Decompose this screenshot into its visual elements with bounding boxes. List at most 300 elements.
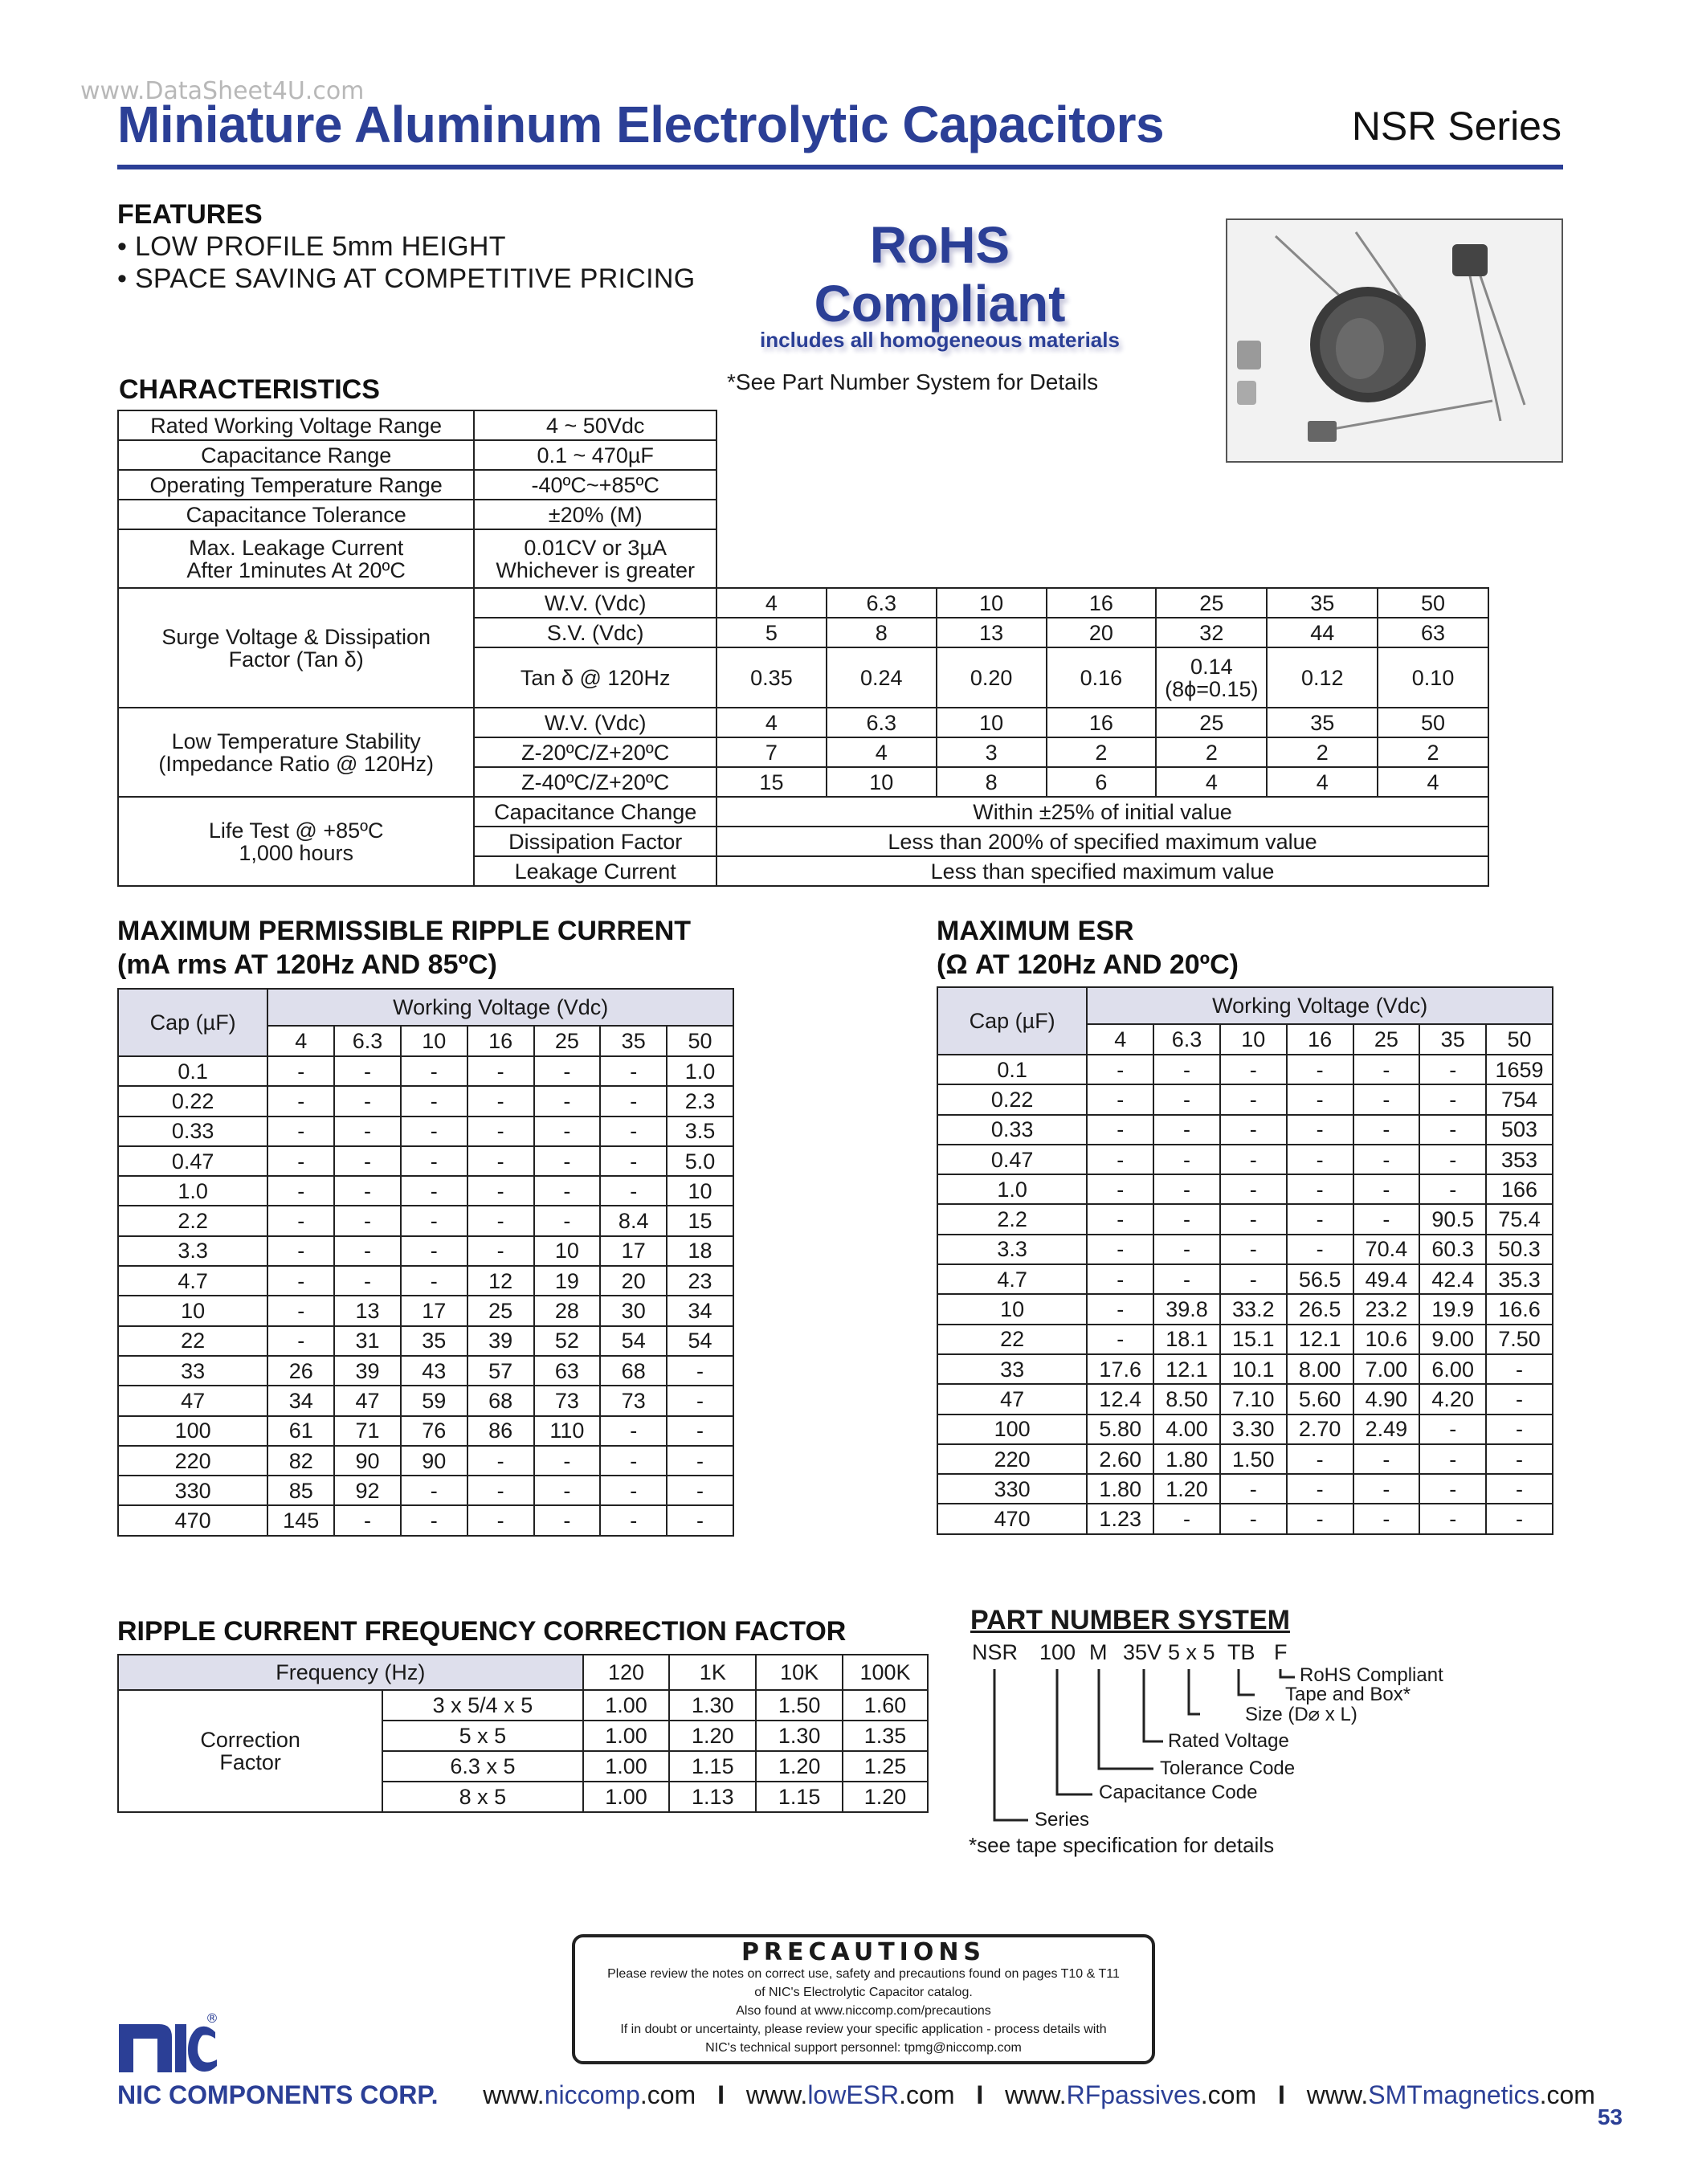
table-cell: 353 [1486, 1145, 1553, 1174]
table-cell: 35 [401, 1326, 467, 1356]
table-cell: 22 [118, 1326, 267, 1356]
table-cell: Z-20ºC/Z+20ºC [474, 737, 716, 767]
table-cell: 4 [716, 708, 827, 737]
table-cell: 31 [334, 1326, 401, 1356]
table-cell: 86 [467, 1416, 534, 1446]
table-cell: - [1153, 1504, 1220, 1533]
table-row [937, 1204, 1553, 1234]
esr-heading: MAXIMUM ESR (Ω AT 120Hz AND 20ºC) [937, 916, 1239, 980]
table-cell: 75.4 [1486, 1204, 1553, 1234]
table-cell: 220 [937, 1444, 1087, 1474]
table-row [937, 1414, 1553, 1444]
table-cell: - [401, 1236, 467, 1266]
table-cell: - [1220, 1055, 1287, 1084]
table-cell: 23 [667, 1266, 733, 1296]
table-cell: 2.60 [1087, 1444, 1153, 1474]
table-cell: - [1353, 1174, 1420, 1204]
table-cell: 17 [600, 1236, 667, 1266]
table-cell: - [534, 1505, 601, 1535]
table-cell: 52 [534, 1326, 601, 1356]
table-cell: - [1220, 1204, 1287, 1234]
table-cell: - [534, 1176, 601, 1206]
table-cell: - [1220, 1084, 1287, 1114]
table-cell: 3.3 [937, 1235, 1087, 1264]
table-cell: 5.60 [1287, 1384, 1353, 1414]
table-cell: 15 [716, 767, 827, 797]
separator: I [1277, 2080, 1285, 2109]
voltage-column-header: 35 [600, 1026, 667, 1056]
table-row [937, 1474, 1553, 1504]
lowtemp-label: Low Temperature Stability (Impedance Ratio @ 120Hz) [118, 708, 474, 797]
table-row [118, 1176, 733, 1206]
table-row [937, 1325, 1553, 1354]
table-cell: - [1153, 1115, 1220, 1145]
ripple-heading: MAXIMUM PERMISSIBLE RIPPLE CURRENT (mA rms AT 120Hz AND 85ºC) [117, 916, 692, 980]
table-cell: - [1287, 1145, 1353, 1174]
table-cell: 19.9 [1419, 1294, 1486, 1324]
table-cell: 0.1 [118, 1056, 267, 1086]
table-cell: 1.13 [669, 1782, 756, 1812]
table-cell: - [401, 1086, 467, 1116]
table-cell: - [600, 1116, 667, 1146]
table-row [118, 1086, 733, 1116]
table-cell: 54 [667, 1326, 733, 1356]
table-cell: 73 [600, 1386, 667, 1415]
table-cell: - [1287, 1204, 1353, 1234]
char-value: 0.1 ~ 470µF [474, 440, 716, 470]
voltage-header: Working Voltage (Vdc) [267, 989, 733, 1026]
char-label: Operating Temperature Range [118, 470, 474, 500]
table-cell: - [267, 1116, 334, 1146]
pn-code: 100 [1039, 1640, 1076, 1664]
table-cell: - [1419, 1145, 1486, 1174]
char-label: Max. Leakage Current After 1minutes At 20ºC [118, 529, 474, 588]
table-cell: 0.22 [118, 1086, 267, 1116]
table-cell: 39 [467, 1326, 534, 1356]
part-number-diagram [964, 1637, 1526, 1862]
table-cell: 10 [937, 708, 1047, 737]
table-cell: - [1419, 1474, 1486, 1504]
table-cell: - [1220, 1474, 1287, 1504]
pn-label: Series [1035, 1809, 1090, 1831]
voltage-column-header: 35 [1419, 1024, 1486, 1055]
pn-label: Tape and Box* [1285, 1684, 1411, 1705]
table-cell: - [600, 1146, 667, 1176]
table-cell: 47 [937, 1384, 1087, 1414]
cap-header: Cap (µF) [118, 989, 267, 1056]
table-cell: - [1153, 1145, 1220, 1174]
table-cell: 76 [401, 1416, 467, 1446]
nic-logo [119, 2013, 223, 2077]
precautions-box: PRECAUTIONS Please review the notes on correct use, safety and precautions found on pages T10 & T11 of NIC's Electrolytic Capacitor catalog. Also found at www.niccomp.com/precautions If in doubt or uncertainty, please review your specific application - process details with NIC's technical support personnel: tpmg@niccomp.com [572, 1934, 1155, 2064]
table-row [937, 1115, 1553, 1145]
table-cell: 5 [716, 618, 827, 647]
table-cell: - [467, 1206, 534, 1235]
table-row [937, 1444, 1553, 1474]
table-cell: - [1287, 1474, 1353, 1504]
table-cell: 15.1 [1220, 1325, 1287, 1354]
table-cell: 4.90 [1353, 1384, 1420, 1414]
page-number: 53 [1597, 2104, 1623, 2129]
table-cell: 50 [1378, 708, 1488, 737]
table-cell: 25 [1156, 708, 1267, 737]
table-cell: - [1220, 1145, 1287, 1174]
footer-link[interactable]: www.RFpassives.com [1005, 2080, 1257, 2109]
table-cell: 68 [467, 1386, 534, 1415]
table-cell: - [267, 1206, 334, 1235]
table-cell: 59 [401, 1386, 467, 1415]
table-cell: 39 [334, 1356, 401, 1386]
table-row [118, 1266, 733, 1296]
frequency-column-header: 120 [583, 1655, 670, 1690]
voltage-column-header: 6.3 [334, 1026, 401, 1056]
table-cell: 0.33 [937, 1115, 1087, 1145]
rohs-badge [723, 217, 1157, 352]
cap-header: Cap (µF) [937, 987, 1087, 1055]
table-cell: 8 x 5 [382, 1782, 582, 1812]
footer-link[interactable]: www.lowESR.com [745, 2080, 955, 2109]
table-row [937, 1384, 1553, 1414]
table-row [118, 1446, 733, 1476]
table-cell: - [401, 1146, 467, 1176]
frequency-column-header: 10K [756, 1655, 843, 1690]
table-cell: 145 [267, 1505, 334, 1535]
table-cell: Tan δ @ 120Hz [474, 647, 716, 708]
surge-label: Surge Voltage & Dissipation Factor (Tan δ) [118, 588, 474, 708]
table-cell: - [1486, 1474, 1553, 1504]
pn-code: F [1274, 1640, 1288, 1664]
table-cell: - [600, 1505, 667, 1535]
table-cell: 68 [600, 1356, 667, 1386]
table-cell: 8.4 [600, 1206, 667, 1235]
table-cell: - [1353, 1474, 1420, 1504]
table-cell: 39.8 [1153, 1294, 1220, 1324]
table-cell: 0.33 [118, 1116, 267, 1146]
table-cell: 1.50 [1220, 1444, 1287, 1474]
life-label: Life Test @ +85ºC 1,000 hours [118, 797, 474, 886]
table-cell: 100 [937, 1414, 1087, 1444]
table-cell: - [467, 1176, 534, 1206]
table-cell: - [1419, 1174, 1486, 1204]
table-cell: 44 [1267, 618, 1378, 647]
table-cell: 35 [1267, 708, 1378, 737]
table-cell: 18 [667, 1236, 733, 1266]
table-cell: 4 [827, 737, 937, 767]
table-cell: 0.47 [937, 1145, 1087, 1174]
table-cell: W.V. (Vdc) [474, 588, 716, 618]
table-cell: - [1486, 1444, 1553, 1474]
table-cell: 2.2 [937, 1204, 1087, 1234]
table-cell: 33.2 [1220, 1294, 1287, 1324]
correction-heading: RIPPLE CURRENT FREQUENCY CORRECTION FACTOR [117, 1616, 847, 1647]
table-cell: 1.20 [843, 1782, 928, 1812]
table-cell: 33 [937, 1354, 1087, 1384]
table-cell: 90 [334, 1446, 401, 1476]
table-cell: 0.12 [1267, 647, 1378, 708]
table-cell: - [267, 1266, 334, 1296]
table-cell: - [334, 1266, 401, 1296]
table-cell: 7.10 [1220, 1384, 1287, 1414]
table-cell: - [1419, 1055, 1486, 1084]
table-cell: - [1087, 1294, 1153, 1324]
table-cell: 49.4 [1353, 1264, 1420, 1294]
table-cell: 22 [937, 1325, 1087, 1354]
table-cell: - [267, 1056, 334, 1086]
pn-code: NSR [972, 1640, 1019, 1664]
table-cell: 10 [534, 1236, 601, 1266]
table-cell: 503 [1486, 1115, 1553, 1145]
table-cell: 17.6 [1087, 1354, 1153, 1384]
table-cell: - [600, 1476, 667, 1505]
table-cell: - [1419, 1414, 1486, 1444]
table-cell: - [467, 1446, 534, 1476]
table-cell: - [667, 1416, 733, 1446]
char-label: Rated Working Voltage Range [118, 410, 474, 440]
voltage-column-header: 50 [667, 1026, 733, 1056]
table-cell: 12.4 [1087, 1384, 1153, 1414]
table-cell: 100 [118, 1416, 267, 1446]
table-cell: - [334, 1086, 401, 1116]
pn-label: Size (D⌀ x L) [1245, 1704, 1357, 1725]
table-cell: 20 [1047, 618, 1157, 647]
voltage-column-header: 4 [267, 1026, 334, 1056]
table-cell: - [600, 1416, 667, 1446]
table-cell: 3 x 5/4 x 5 [382, 1690, 582, 1721]
table-cell: 1.30 [756, 1721, 843, 1751]
table-cell: 71 [334, 1416, 401, 1446]
table-cell: 35.3 [1486, 1264, 1553, 1294]
page-title: Miniature Aluminum Electrolytic Capacitors [117, 96, 1165, 153]
table-cell: 0.14 (8ϕ=0.15) [1156, 647, 1267, 708]
voltage-column-header: 6.3 [1153, 1024, 1220, 1055]
char-value: 4 ~ 50Vdc [474, 410, 716, 440]
voltage-column-header: 10 [1220, 1024, 1287, 1055]
series-name: NSR Series [1351, 104, 1562, 149]
table-cell: - [1153, 1264, 1220, 1294]
table-cell: 26.5 [1287, 1294, 1353, 1324]
table-cell: 10.6 [1353, 1325, 1420, 1354]
table-cell: 73 [534, 1386, 601, 1415]
table-cell: 6 [1047, 767, 1157, 797]
watermark: www.DataSheet4U.com [80, 77, 365, 105]
table-cell: 6.3 [827, 708, 937, 737]
table-cell: 1.15 [669, 1751, 756, 1782]
table-cell: 10 [118, 1296, 267, 1325]
table-cell: 16 [1047, 588, 1157, 618]
table-cell: - [1486, 1414, 1553, 1444]
table-cell: Leakage Current [474, 856, 716, 886]
table-cell [716, 500, 1488, 529]
table-cell: - [1087, 1115, 1153, 1145]
table-cell: 10 [937, 1294, 1087, 1324]
table-cell: - [1153, 1204, 1220, 1234]
char-value: -40ºC~+85ºC [474, 470, 716, 500]
table-cell: 20 [600, 1266, 667, 1296]
table-cell: 5.0 [667, 1146, 733, 1176]
table-cell: - [1353, 1204, 1420, 1234]
table-cell: 2 [1267, 737, 1378, 767]
table-cell: 2.70 [1287, 1414, 1353, 1444]
voltage-column-header: 50 [1486, 1024, 1553, 1055]
characteristics-table [117, 410, 1489, 887]
table-cell: 18.1 [1153, 1325, 1220, 1354]
table-cell: 0.35 [716, 647, 827, 708]
table-cell: 10.1 [1220, 1354, 1287, 1384]
table-cell: 12 [467, 1266, 534, 1296]
table-row [937, 1084, 1553, 1114]
table-cell: - [1287, 1174, 1353, 1204]
table-row [118, 1505, 733, 1535]
table-cell: 42.4 [1419, 1264, 1486, 1294]
table-cell: 2 [1156, 737, 1267, 767]
table-row [937, 1264, 1553, 1294]
table-cell: - [667, 1356, 733, 1386]
table-cell: 3.5 [667, 1116, 733, 1146]
table-cell: - [1220, 1235, 1287, 1264]
table-cell: - [1153, 1235, 1220, 1264]
table-cell: 35 [1267, 588, 1378, 618]
footer-link[interactable]: www.niccomp.com [483, 2080, 696, 2109]
table-cell: - [1353, 1055, 1420, 1084]
table-row [118, 1296, 733, 1325]
table-cell: - [534, 1056, 601, 1086]
table-cell: - [334, 1505, 401, 1535]
header-rule [117, 165, 1563, 169]
table-cell: - [1087, 1055, 1153, 1084]
table-row [118, 1146, 733, 1176]
table-row [118, 1116, 733, 1146]
table-cell: 63 [1378, 618, 1488, 647]
table-cell: - [600, 1176, 667, 1206]
table-cell: - [534, 1446, 601, 1476]
corp-name: NIC COMPONENTS CORP. [117, 2080, 439, 2109]
table-cell: - [1353, 1115, 1420, 1145]
table-row [118, 1056, 733, 1086]
table-cell: 60.3 [1419, 1235, 1486, 1264]
table-cell: 166 [1486, 1174, 1553, 1204]
table-cell: 0.16 [1047, 647, 1157, 708]
table-cell: 2 [1378, 737, 1488, 767]
correction-label: Correction Factor [118, 1690, 382, 1812]
table-cell: 1.00 [583, 1690, 670, 1721]
table-cell: - [1287, 1115, 1353, 1145]
table-cell: 1.50 [756, 1690, 843, 1721]
table-cell: - [401, 1266, 467, 1296]
table-cell: 54 [600, 1326, 667, 1356]
table-cell: - [1087, 1174, 1153, 1204]
table-cell: 15 [667, 1206, 733, 1235]
table-cell: 19 [534, 1266, 601, 1296]
footer-link[interactable]: www.SMTmagnetics.com [1306, 2080, 1595, 2109]
table-cell: - [334, 1206, 401, 1235]
table-cell: - [1153, 1174, 1220, 1204]
table-cell: 330 [118, 1476, 267, 1505]
table-row [118, 1326, 733, 1356]
table-cell: 1.00 [583, 1721, 670, 1751]
table-cell: - [1353, 1504, 1420, 1533]
table-cell: 1.20 [756, 1751, 843, 1782]
table-cell: - [1353, 1084, 1420, 1114]
rohs-note: *See Part Number System for Details [727, 369, 1099, 394]
table-cell: - [334, 1056, 401, 1086]
table-cell: - [467, 1086, 534, 1116]
table-cell: 754 [1486, 1084, 1553, 1114]
table-row [118, 1416, 733, 1446]
pn-label: Tolerance Code [1160, 1757, 1296, 1779]
table-cell: - [467, 1476, 534, 1505]
table-cell: - [401, 1476, 467, 1505]
table-cell: - [467, 1056, 534, 1086]
table-cell: - [334, 1116, 401, 1146]
table-cell: - [667, 1476, 733, 1505]
table-cell: 1.80 [1087, 1474, 1153, 1504]
pn-code: 5 x 5 [1168, 1640, 1215, 1664]
table-cell: 25 [1156, 588, 1267, 618]
table-cell: Less than 200% of specified maximum value [716, 827, 1488, 856]
table-cell: 1.0 [937, 1174, 1087, 1204]
voltage-column-header: 16 [1287, 1024, 1353, 1055]
table-cell: 7.00 [1353, 1354, 1420, 1384]
table-cell: - [1287, 1084, 1353, 1114]
table-cell: 4.00 [1153, 1414, 1220, 1444]
table-cell: - [1220, 1115, 1287, 1145]
table-cell: - [1419, 1115, 1486, 1145]
table-cell: - [334, 1176, 401, 1206]
table-cell: 33 [118, 1356, 267, 1386]
table-cell: 5 x 5 [382, 1721, 582, 1751]
feature-item: • SPACE SAVING AT COMPETITIVE PRICING [117, 263, 696, 294]
table-cell: 43 [401, 1356, 467, 1386]
table-cell: 0.1 [937, 1055, 1087, 1084]
table-cell: - [267, 1176, 334, 1206]
table-cell: 1.60 [843, 1690, 928, 1721]
table-cell: 8 [827, 618, 937, 647]
table-cell: - [1287, 1235, 1353, 1264]
table-cell: - [467, 1505, 534, 1535]
table-cell: 1.00 [583, 1751, 670, 1782]
table-cell: Less than specified maximum value [716, 856, 1488, 886]
table-cell: 1.00 [583, 1782, 670, 1812]
table-row [118, 1206, 733, 1235]
table-cell: - [267, 1146, 334, 1176]
table-cell: 3 [937, 737, 1047, 767]
table-cell: - [267, 1296, 334, 1325]
table-cell: - [401, 1056, 467, 1086]
table-cell: 90.5 [1419, 1204, 1486, 1234]
table-cell: 6.3 [827, 588, 937, 618]
table-cell: 16.6 [1486, 1294, 1553, 1324]
separator: I [717, 2080, 725, 2109]
table-cell: - [267, 1086, 334, 1116]
table-cell: S.V. (Vdc) [474, 618, 716, 647]
table-cell: - [600, 1086, 667, 1116]
table-cell: - [1153, 1055, 1220, 1084]
table-cell: - [1087, 1145, 1153, 1174]
rohs-line1: RoHS [869, 216, 1010, 274]
table-row [118, 1236, 733, 1266]
table-cell: - [1087, 1204, 1153, 1234]
table-cell: 2 [1047, 737, 1157, 767]
table-cell: - [1287, 1504, 1353, 1533]
table-cell: 13 [334, 1296, 401, 1325]
table-cell: - [467, 1236, 534, 1266]
table-cell: - [534, 1086, 601, 1116]
table-cell: 4 [1267, 767, 1378, 797]
table-cell: 0.47 [118, 1146, 267, 1176]
correction-table [117, 1654, 929, 1813]
table-cell: 1.0 [667, 1056, 733, 1086]
table-cell: 4.7 [937, 1264, 1087, 1294]
